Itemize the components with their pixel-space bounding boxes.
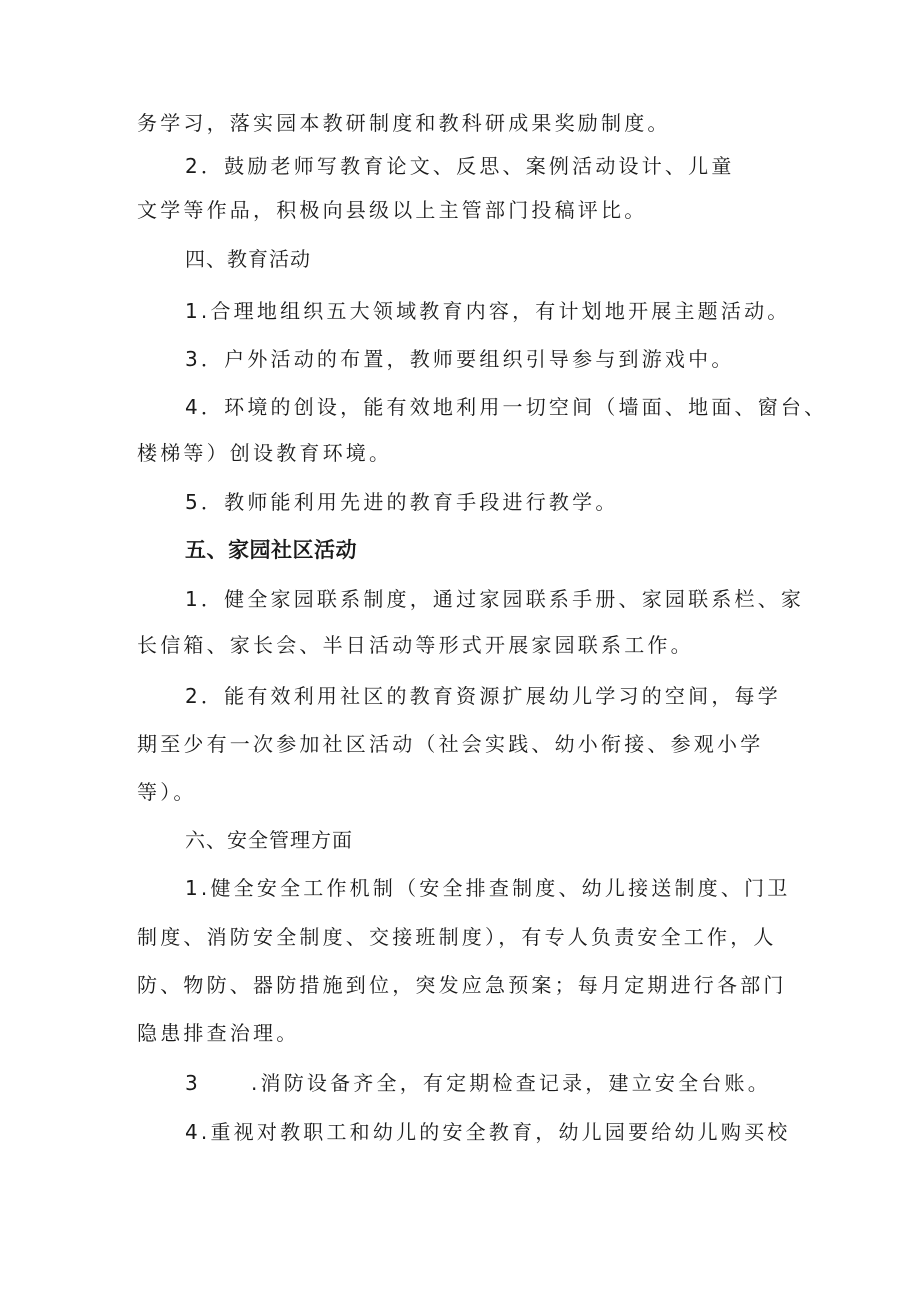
paragraph-line: 务学习，落实园本教研制度和教科研成果奖励制度。 [137, 111, 671, 135]
list-item-line: 1.合理地组织五大领域教育内容，有计划地开展主题活动。 [185, 299, 791, 323]
list-item-line: 1.健全安全工作机制（安全排查制度、幼儿接送制度、门卫 [185, 876, 791, 900]
paragraph-line: 长信箱、家长会、半日活动等形式开展家园联系工作。 [137, 633, 694, 657]
section-heading: 六、安全管理方面 [185, 828, 353, 852]
paragraph-line: 文学等作品，积极向县级以上主管部门投稿评比。 [137, 198, 648, 222]
paragraph-line: 等）。 [137, 780, 197, 804]
list-text: .消防设备齐全，有定期检查记录，建立安全台账。 [250, 1071, 771, 1095]
list-item-line: 2．鼓励老师写教育论文、反思、案例活动设计、儿童 [185, 154, 735, 178]
paragraph-line: 楼梯等）创设教育环境。 [137, 441, 393, 465]
list-item-line: 1．健全家园联系制度，通过家园联系手册、家园联系栏、家 [185, 587, 805, 611]
paragraph-line: 防、物防、器防措施到位，突发应急预案；每月定期进行各部门 [137, 973, 787, 997]
section-heading-bold: 五、家园社区活动 [185, 538, 357, 562]
list-item-line: 5．教师能利用先进的教育手段进行教学。 [185, 490, 619, 514]
list-item-line: 2．能有效利用社区的教育资源扩展幼儿学习的空间，每学 [185, 684, 781, 708]
list-item-line: 4．环境的创设，能有效地利用一切空间（墙面、地面、窗台、 [185, 395, 828, 419]
list-item-line: 3．户外活动的布置，教师要组织引导参与到游戏中。 [185, 347, 735, 371]
paragraph-line: 制度、消防安全制度、交接班制度），有专人负责安全工作，人 [137, 925, 777, 949]
list-item-line: 4.重视对教职工和幼儿的安全教育，幼儿园要给幼儿购买校 [185, 1120, 791, 1144]
list-item-line [0, 1068, 920, 1098]
paragraph-line: 期至少有一次参加社区活动（社会实践、幼小衔接、参观小学 [137, 732, 764, 756]
paragraph-line: 隐患排查治理。 [137, 1021, 300, 1045]
list-number: 3 [185, 1071, 201, 1095]
section-heading: 四、教育活动 [185, 247, 311, 271]
